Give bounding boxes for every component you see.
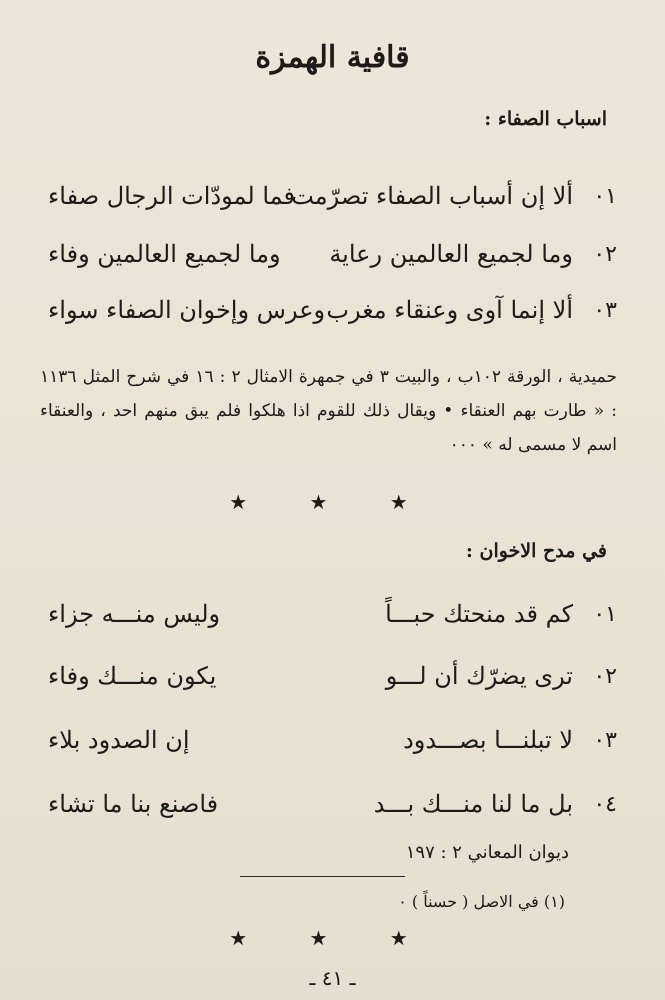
verse-second-hemistich: وما لجميع العالمين وفاء	[48, 240, 281, 268]
verse-first-hemistich: كم قد منحتك حبـــاً	[385, 600, 573, 628]
verse-row	[48, 182, 617, 226]
verse-second-hemistich: إن الصدود بلاء	[48, 726, 190, 754]
commentary-note: حميدية ، الورقة ١٠٢ب ، والبيت ٣ في جمهرة الامثال ٢ : ١٦ في شرح المثل ١١٣٦ : « طارت بهم العنقاء • ويقال ذلك للقوم اذا هلكوا فلم يبق منهم احد ، والعنقاء اسم لا مسمى له » ٠٠٠	[40, 367, 617, 455]
verse-first-hemistich: ألا إن أسباب الصفاء تصرّمت	[291, 182, 573, 210]
verse-first-hemistich: ترى يضرّك أن لـــو	[385, 662, 573, 690]
verse-row	[48, 662, 617, 706]
verse-row	[48, 240, 617, 284]
verse-first-hemistich: لا تبلنـــا بصـــدود	[403, 726, 573, 754]
verse-second-hemistich: يكون منـــك وفاء	[48, 662, 217, 690]
page-number: ـ ٤١ ـ	[309, 966, 356, 990]
verse-first-hemistich: وما لجميع العالمين رعاية	[329, 240, 573, 268]
source-citation: ديوان المعاني ٢ : ١٩٧	[405, 842, 569, 863]
verse-first-hemistich: بل ما لنا منـــك بـــد	[373, 790, 573, 818]
verse-number: ٠١	[593, 602, 617, 627]
page-title: قافية الهمزة	[255, 40, 410, 75]
footnote-divider	[240, 876, 405, 877]
verse-number: ٠٢	[593, 242, 617, 267]
verse-second-hemistich: وليس منـــه جزاء	[48, 600, 221, 628]
verse-second-hemistich: فاصنع بنا ما تشاء	[48, 790, 219, 818]
verse-number: ٠٤	[593, 792, 617, 817]
verse-row	[48, 726, 617, 770]
verse-first-hemistich: ألا إنما آوى وعنقاء مغرب	[326, 296, 573, 324]
verse-second-hemistich: وعرس وإخوان الصفاء سواء	[48, 296, 326, 324]
separator-stars: ★ ★ ★	[229, 926, 436, 950]
verse-number: ٠٣	[593, 298, 617, 323]
section-heading-2: في مدح الاخوان :	[465, 540, 607, 562]
footnote: (١) في الاصل ( حسناً ) ٠	[398, 892, 565, 911]
verse-row	[48, 296, 617, 340]
verse-row	[48, 790, 617, 834]
verse-second-hemistich: فما لمودّات الرجال صفاء	[48, 182, 296, 210]
verse-number: ٠١	[593, 184, 617, 209]
section-heading-1: اسباب الصفاء :	[484, 108, 607, 130]
verse-row	[48, 600, 617, 644]
verse-number: ٠٣	[593, 728, 617, 753]
separator-stars: ★ ★ ★	[229, 490, 436, 514]
verse-number: ٠٢	[593, 664, 617, 689]
